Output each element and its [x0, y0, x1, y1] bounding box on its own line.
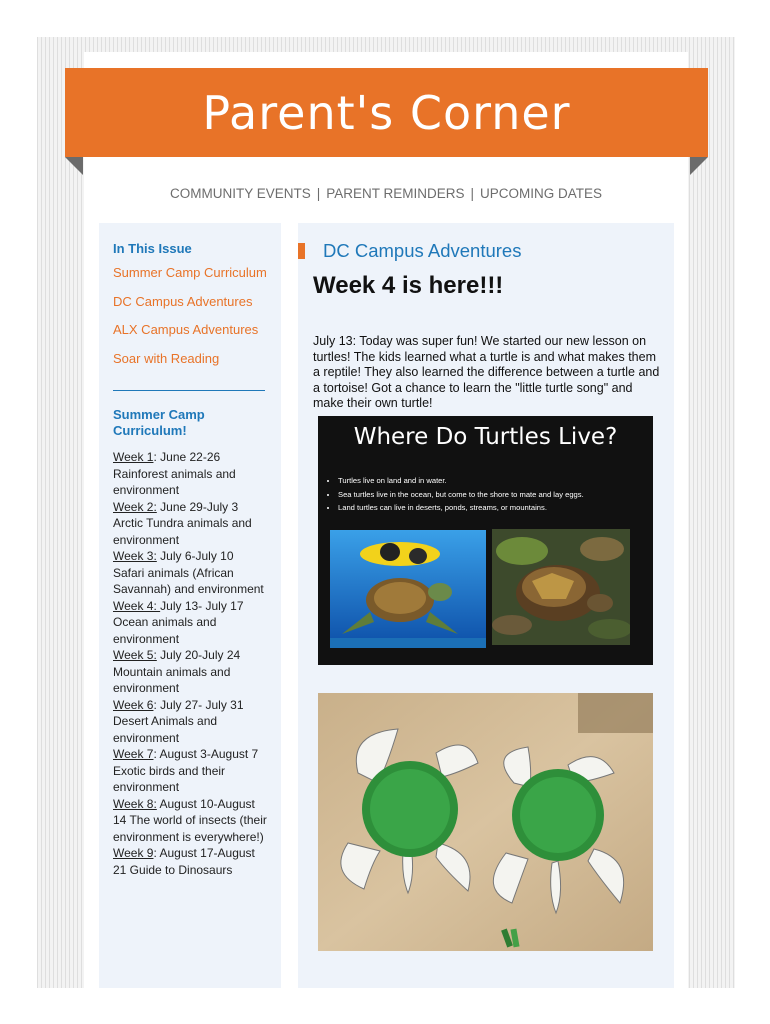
- slide-bullet: • Land turtles can live in deserts, ponds, streams, or mountains.: [338, 501, 653, 515]
- week-text: August 17-August 21 Guide to Dinosaurs: [113, 846, 255, 877]
- sidebar-divider: [113, 390, 265, 391]
- week-label: Week 2:: [113, 499, 157, 514]
- sidebar-link-soar-reading[interactable]: Soar with Reading: [113, 350, 220, 366]
- nav-separator: |: [470, 186, 475, 201]
- week-label: Week 5:: [113, 648, 157, 662]
- article-headline: Week 4 is here!!!: [313, 272, 504, 299]
- week-text: July 13- July 17 Ocean animals and environment: [113, 598, 244, 646]
- slide-title: Where Do Turtles Live?: [353, 424, 618, 450]
- week-label: Week 7: [113, 747, 154, 761]
- week-text: August 3-August 7 Exotic birds and their environment: [113, 747, 259, 794]
- week-label: Week 3:: [113, 549, 157, 563]
- slide-bullets: [326, 474, 653, 515]
- main-column: [298, 223, 674, 988]
- sidebar-heading: In This Issue: [113, 241, 192, 256]
- week-item: [113, 845, 267, 878]
- sidebar: [99, 223, 281, 988]
- header-banner: [65, 68, 708, 157]
- ribbon-fold-left: [65, 157, 83, 175]
- nav-parent-reminders[interactable]: PARENT REMINDERS: [326, 186, 465, 201]
- article-paragraph: July 13: Today was super fun! We started our new lesson on turtles! The kids learned what a turtle is and what makes them a reptile! They also learned the difference between a turtle and a tortoise! Got a chance to learn the "little turtle song" and make their own turtle!: [313, 334, 660, 411]
- week-item: [113, 548, 267, 598]
- week-sep: :: [153, 846, 157, 860]
- week-text: July 20-July 24 Mountain animals and environment: [113, 648, 241, 695]
- week-item: [113, 697, 267, 747]
- week-label: Week 6: [113, 697, 154, 712]
- sea-turtle-photo: [330, 530, 486, 648]
- week-item: [113, 499, 267, 549]
- week-item: [113, 647, 267, 697]
- week-item: [113, 598, 267, 648]
- section-accent-bar: [298, 243, 305, 259]
- week-sep: :: [153, 450, 157, 464]
- nav-upcoming-dates[interactable]: UPCOMING DATES: [480, 186, 603, 201]
- page-title: Parent's Corner: [202, 85, 571, 140]
- week-label: Week 9: [113, 846, 154, 860]
- week-text: July 27- July 31 Desert Animals and environment: [113, 697, 244, 745]
- week-text: July 6-July 10 Safari animals (African Savannah) and environment: [113, 549, 264, 596]
- top-nav: [84, 186, 688, 201]
- section-title: [298, 240, 521, 262]
- week-label: Week 4:: [113, 598, 161, 613]
- sidebar-link-alx-campus[interactable]: ALX Campus Adventures: [113, 322, 259, 337]
- week-sep: :: [153, 697, 157, 712]
- week-label: Week 8:: [113, 796, 157, 811]
- week-item: [113, 796, 267, 846]
- nav-community-events[interactable]: COMMUNITY EVENTS: [169, 186, 311, 201]
- week-item: [113, 746, 267, 796]
- box-turtle-photo: [492, 529, 630, 645]
- sidebar-subheading: Summer Camp Curriculum!: [113, 407, 205, 438]
- paper-plate-turtles-photo: [318, 693, 653, 951]
- section-title-text: DC Campus Adventures: [323, 240, 522, 261]
- week-sep: :: [153, 747, 157, 761]
- turtle-slide-image: [318, 416, 653, 665]
- sidebar-link-dc-campus[interactable]: DC Campus Adventures: [113, 293, 253, 309]
- ribbon-fold-right: [690, 157, 708, 175]
- slide-bullet: • Sea turtles live in the ocean, but come to the shore to mate and lay eggs.: [338, 488, 653, 502]
- sidebar-link-summer-camp[interactable]: Summer Camp Curriculum: [113, 265, 267, 280]
- nav-separator: |: [316, 186, 321, 201]
- week-text: June 22-26 Rainforest animals and environment: [113, 450, 236, 497]
- week-label: Week 1: [113, 450, 154, 464]
- week-text: August 10-August 14 The world of insects (their environment is everywhere!): [113, 796, 267, 844]
- week-item: [113, 449, 267, 499]
- slide-bullet: • Turtles live on land and in water.: [338, 474, 653, 488]
- week-text: June 29-July 3 Arctic Tundra animals and environment: [113, 499, 252, 547]
